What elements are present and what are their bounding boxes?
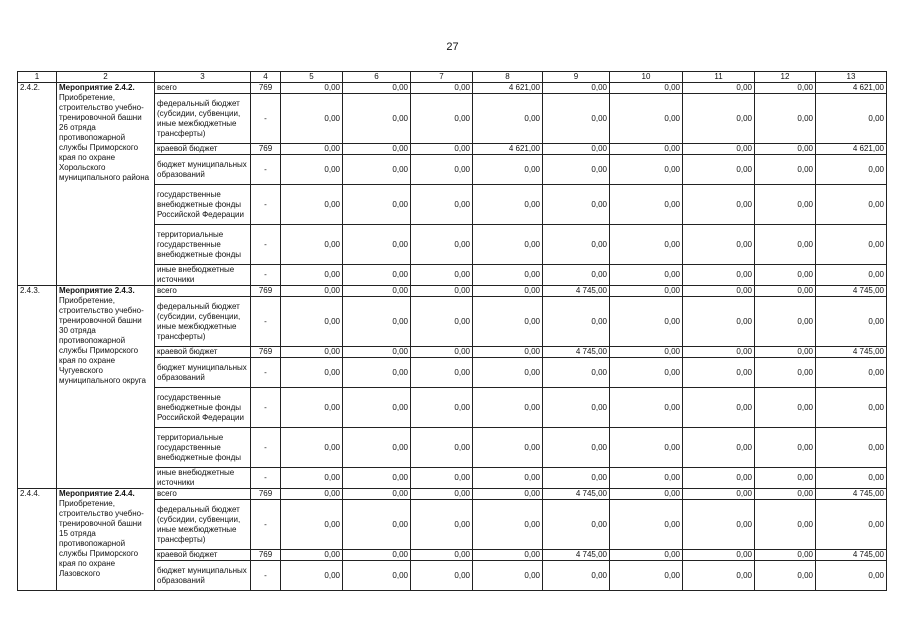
column-header-6: 6 <box>343 72 411 83</box>
amount-cell: 0,00 <box>473 358 543 388</box>
amount-cell: 0,00 <box>816 358 887 388</box>
amount-cell: 0,00 <box>610 297 683 347</box>
amount-cell: 0,00 <box>411 358 473 388</box>
amount-cell: 0,00 <box>755 500 816 550</box>
amount-cell: 0,00 <box>281 347 343 358</box>
amount-cell: 0,00 <box>343 225 411 265</box>
table-row <box>18 286 887 297</box>
amount-cell: 0,00 <box>343 83 411 94</box>
budget-code: - <box>251 500 281 550</box>
amount-cell: 0,00 <box>281 144 343 155</box>
amount-cell: 0,00 <box>755 144 816 155</box>
amount-cell: 0,00 <box>683 155 755 185</box>
amount-cell: 0,00 <box>683 347 755 358</box>
amount-cell: 0,00 <box>411 225 473 265</box>
amount-cell: 0,00 <box>281 297 343 347</box>
amount-cell: 0,00 <box>473 428 543 468</box>
amount-cell: 0,00 <box>281 428 343 468</box>
amount-cell: 0,00 <box>610 500 683 550</box>
amount-cell: 0,00 <box>411 500 473 550</box>
amount-cell: 0,00 <box>411 83 473 94</box>
funding-source: иные внебюджетные источники <box>155 468 251 489</box>
table-row <box>18 83 887 94</box>
amount-cell: 0,00 <box>343 489 411 500</box>
budget-code: 769 <box>251 347 281 358</box>
amount-cell: 0,00 <box>610 388 683 428</box>
amount-cell: 4 621,00 <box>473 83 543 94</box>
amount-cell: 0,00 <box>683 297 755 347</box>
amount-cell: 0,00 <box>755 388 816 428</box>
funding-source: краевой бюджет <box>155 347 251 358</box>
amount-cell: 0,00 <box>683 428 755 468</box>
amount-cell: 0,00 <box>755 297 816 347</box>
funding-source: государственные внебюджетные фонды Российской Федерации <box>155 388 251 428</box>
amount-cell: 0,00 <box>816 94 887 144</box>
budget-code: - <box>251 428 281 468</box>
funding-source: иные внебюджетные источники <box>155 265 251 286</box>
amount-cell: 0,00 <box>473 94 543 144</box>
amount-cell: 0,00 <box>411 185 473 225</box>
amount-cell: 4 621,00 <box>816 144 887 155</box>
amount-cell: 0,00 <box>411 297 473 347</box>
amount-cell: 4 745,00 <box>816 286 887 297</box>
amount-cell: 0,00 <box>755 489 816 500</box>
funding-source: всего <box>155 489 251 500</box>
budget-code: 769 <box>251 550 281 561</box>
amount-cell: 0,00 <box>816 297 887 347</box>
amount-cell: 0,00 <box>816 468 887 489</box>
amount-cell: 0,00 <box>610 144 683 155</box>
amount-cell: 0,00 <box>543 83 610 94</box>
funding-source: федеральный бюджет (субсидии, субвенции, иные межбюджетные трансферты) <box>155 297 251 347</box>
amount-cell: 0,00 <box>610 468 683 489</box>
budget-code: 769 <box>251 83 281 94</box>
amount-cell: 0,00 <box>281 500 343 550</box>
amount-cell: 0,00 <box>816 225 887 265</box>
amount-cell: 0,00 <box>343 286 411 297</box>
amount-cell: 0,00 <box>411 286 473 297</box>
amount-cell: 0,00 <box>683 489 755 500</box>
budget-code: - <box>251 468 281 489</box>
amount-cell: 0,00 <box>281 83 343 94</box>
funding-source: краевой бюджет <box>155 550 251 561</box>
amount-cell: 0,00 <box>343 155 411 185</box>
measure-code: 2.4.4. <box>18 489 57 591</box>
amount-cell: 0,00 <box>683 94 755 144</box>
header-row <box>18 72 887 83</box>
funding-source: территориальные государственные внебюджетные фонды <box>155 428 251 468</box>
amount-cell: 0,00 <box>281 225 343 265</box>
amount-cell: 0,00 <box>343 388 411 428</box>
amount-cell: 0,00 <box>473 185 543 225</box>
budget-code: - <box>251 358 281 388</box>
amount-cell: 0,00 <box>683 561 755 591</box>
measure-description: Приобретение, строительство учебно-тренировочной башни 30 отряда противопожарной службы Приморского края по охране Чугуевского муниципального округа <box>59 296 146 385</box>
column-header-4: 4 <box>251 72 281 83</box>
amount-cell: 0,00 <box>610 155 683 185</box>
amount-cell: 0,00 <box>281 388 343 428</box>
amount-cell: 0,00 <box>411 94 473 144</box>
amount-cell: 0,00 <box>411 347 473 358</box>
amount-cell: 4 745,00 <box>543 286 610 297</box>
budget-code: - <box>251 388 281 428</box>
amount-cell: 0,00 <box>755 428 816 468</box>
column-header-12: 12 <box>755 72 816 83</box>
amount-cell: 0,00 <box>411 561 473 591</box>
amount-cell: 0,00 <box>755 550 816 561</box>
amount-cell: 0,00 <box>683 286 755 297</box>
funding-source: бюджет муниципальных образований <box>155 155 251 185</box>
amount-cell: 0,00 <box>683 500 755 550</box>
amount-cell: 0,00 <box>755 225 816 265</box>
amount-cell: 0,00 <box>343 468 411 489</box>
funding-source: федеральный бюджет (субсидии, субвенции, иные межбюджетные трансферты) <box>155 94 251 144</box>
amount-cell: 0,00 <box>281 468 343 489</box>
budget-code: - <box>251 265 281 286</box>
budget-code: - <box>251 297 281 347</box>
amount-cell: 0,00 <box>343 347 411 358</box>
column-header-3: 3 <box>155 72 251 83</box>
amount-cell: 0,00 <box>343 144 411 155</box>
funding-source: федеральный бюджет (субсидии, субвенции, иные межбюджетные трансферты) <box>155 500 251 550</box>
amount-cell: 0,00 <box>411 265 473 286</box>
amount-cell: 4 621,00 <box>816 83 887 94</box>
amount-cell: 0,00 <box>281 185 343 225</box>
amount-cell: 0,00 <box>411 489 473 500</box>
amount-cell: 0,00 <box>473 286 543 297</box>
budget-code: 769 <box>251 144 281 155</box>
funding-source: бюджет муниципальных образований <box>155 358 251 388</box>
amount-cell: 0,00 <box>473 225 543 265</box>
amount-cell: 0,00 <box>411 388 473 428</box>
amount-cell: 0,00 <box>683 144 755 155</box>
amount-cell: 4 621,00 <box>473 144 543 155</box>
column-header-11: 11 <box>683 72 755 83</box>
amount-cell: 0,00 <box>610 347 683 358</box>
column-header-2: 2 <box>57 72 155 83</box>
amount-cell: 0,00 <box>755 347 816 358</box>
measure-title: Мероприятие 2.4.3. <box>59 286 135 295</box>
amount-cell: 0,00 <box>343 500 411 550</box>
measure-description: Приобретение, строительство учебно-тренировочной башни 26 отряда противопожарной службы Приморского края по охране Хорольского муниципального района <box>59 93 150 182</box>
amount-cell: 0,00 <box>281 550 343 561</box>
budget-code: 769 <box>251 286 281 297</box>
amount-cell: 0,00 <box>281 489 343 500</box>
amount-cell: 0,00 <box>755 83 816 94</box>
amount-cell: 0,00 <box>755 358 816 388</box>
amount-cell: 0,00 <box>683 388 755 428</box>
amount-cell: 0,00 <box>610 561 683 591</box>
amount-cell: 4 745,00 <box>816 489 887 500</box>
column-header-8: 8 <box>473 72 543 83</box>
amount-cell: 4 745,00 <box>543 550 610 561</box>
amount-cell: 0,00 <box>683 550 755 561</box>
funding-source: всего <box>155 83 251 94</box>
amount-cell: 0,00 <box>816 388 887 428</box>
amount-cell: 0,00 <box>610 358 683 388</box>
budget-code: - <box>251 561 281 591</box>
amount-cell: 0,00 <box>610 265 683 286</box>
measure-name-cell <box>57 489 155 591</box>
amount-cell: 0,00 <box>543 388 610 428</box>
column-header-10: 10 <box>610 72 683 83</box>
amount-cell: 0,00 <box>543 144 610 155</box>
amount-cell: 0,00 <box>816 185 887 225</box>
amount-cell: 0,00 <box>411 144 473 155</box>
amount-cell: 0,00 <box>473 297 543 347</box>
amount-cell: 0,00 <box>755 185 816 225</box>
measure-title: Мероприятие 2.4.4. <box>59 489 135 498</box>
amount-cell: 0,00 <box>411 468 473 489</box>
amount-cell: 0,00 <box>610 185 683 225</box>
budget-code: - <box>251 94 281 144</box>
amount-cell: 4 745,00 <box>816 347 887 358</box>
budget-code: - <box>251 185 281 225</box>
amount-cell: 0,00 <box>755 265 816 286</box>
column-header-1: 1 <box>18 72 57 83</box>
amount-cell: 0,00 <box>610 83 683 94</box>
amount-cell: 0,00 <box>543 265 610 286</box>
amount-cell: 0,00 <box>343 358 411 388</box>
amount-cell: 0,00 <box>411 550 473 561</box>
amount-cell: 0,00 <box>543 185 610 225</box>
amount-cell: 0,00 <box>473 155 543 185</box>
amount-cell: 0,00 <box>281 94 343 144</box>
amount-cell: 0,00 <box>281 561 343 591</box>
amount-cell: 0,00 <box>610 94 683 144</box>
amount-cell: 0,00 <box>343 297 411 347</box>
amount-cell: 0,00 <box>610 489 683 500</box>
amount-cell: 0,00 <box>343 428 411 468</box>
column-header-5: 5 <box>281 72 343 83</box>
amount-cell: 0,00 <box>543 225 610 265</box>
amount-cell: 0,00 <box>816 428 887 468</box>
amount-cell: 0,00 <box>610 286 683 297</box>
measure-description: Приобретение, строительство учебно-тренировочной башни 15 отряда противопожарной службы Приморского края по охране Лазовского <box>59 499 144 578</box>
amount-cell: 0,00 <box>755 155 816 185</box>
amount-cell: 0,00 <box>610 550 683 561</box>
amount-cell: 0,00 <box>683 83 755 94</box>
column-header-7: 7 <box>411 72 473 83</box>
amount-cell: 0,00 <box>343 265 411 286</box>
measure-code: 2.4.2. <box>18 83 57 286</box>
amount-cell: 0,00 <box>411 155 473 185</box>
amount-cell: 0,00 <box>543 428 610 468</box>
amount-cell: 0,00 <box>473 550 543 561</box>
amount-cell: 0,00 <box>343 550 411 561</box>
amount-cell: 0,00 <box>683 225 755 265</box>
budget-table <box>17 71 887 591</box>
funding-source: территориальные государственные внебюджетные фонды <box>155 225 251 265</box>
amount-cell: 0,00 <box>543 297 610 347</box>
page-number: 27 <box>446 41 459 53</box>
amount-cell: 0,00 <box>543 155 610 185</box>
column-header-13: 13 <box>816 72 887 83</box>
amount-cell: 0,00 <box>683 468 755 489</box>
amount-cell: 0,00 <box>543 561 610 591</box>
amount-cell: 0,00 <box>755 561 816 591</box>
funding-source: всего <box>155 286 251 297</box>
amount-cell: 0,00 <box>543 468 610 489</box>
amount-cell: 0,00 <box>343 94 411 144</box>
budget-code: 769 <box>251 489 281 500</box>
amount-cell: 0,00 <box>683 185 755 225</box>
amount-cell: 0,00 <box>816 500 887 550</box>
budget-code: - <box>251 225 281 265</box>
amount-cell: 0,00 <box>610 225 683 265</box>
amount-cell: 0,00 <box>473 500 543 550</box>
amount-cell: 0,00 <box>755 468 816 489</box>
amount-cell: 0,00 <box>473 265 543 286</box>
funding-source: бюджет муниципальных образований <box>155 561 251 591</box>
amount-cell: 0,00 <box>755 94 816 144</box>
amount-cell: 0,00 <box>281 286 343 297</box>
measure-title: Мероприятие 2.4.2. <box>59 83 135 92</box>
amount-cell: 0,00 <box>281 155 343 185</box>
amount-cell: 0,00 <box>343 185 411 225</box>
measure-name-cell <box>57 83 155 286</box>
amount-cell: 4 745,00 <box>543 347 610 358</box>
amount-cell: 0,00 <box>543 500 610 550</box>
amount-cell: 0,00 <box>343 561 411 591</box>
amount-cell: 4 745,00 <box>543 489 610 500</box>
amount-cell: 0,00 <box>755 286 816 297</box>
amount-cell: 0,00 <box>543 358 610 388</box>
amount-cell: 0,00 <box>473 489 543 500</box>
amount-cell: 0,00 <box>816 155 887 185</box>
amount-cell: 0,00 <box>816 265 887 286</box>
funding-source: краевой бюджет <box>155 144 251 155</box>
amount-cell: 0,00 <box>610 428 683 468</box>
amount-cell: 0,00 <box>411 428 473 468</box>
amount-cell: 0,00 <box>473 561 543 591</box>
amount-cell: 0,00 <box>683 265 755 286</box>
amount-cell: 0,00 <box>473 388 543 428</box>
amount-cell: 0,00 <box>816 561 887 591</box>
column-header-9: 9 <box>543 72 610 83</box>
funding-source: государственные внебюджетные фонды Российской Федерации <box>155 185 251 225</box>
amount-cell: 0,00 <box>473 347 543 358</box>
amount-cell: 0,00 <box>473 468 543 489</box>
measure-code: 2.4.3. <box>18 286 57 489</box>
amount-cell: 4 745,00 <box>816 550 887 561</box>
amount-cell: 0,00 <box>281 358 343 388</box>
budget-code: - <box>251 155 281 185</box>
measure-name-cell <box>57 286 155 489</box>
amount-cell: 0,00 <box>543 94 610 144</box>
amount-cell: 0,00 <box>683 358 755 388</box>
table-row <box>18 489 887 500</box>
amount-cell: 0,00 <box>281 265 343 286</box>
